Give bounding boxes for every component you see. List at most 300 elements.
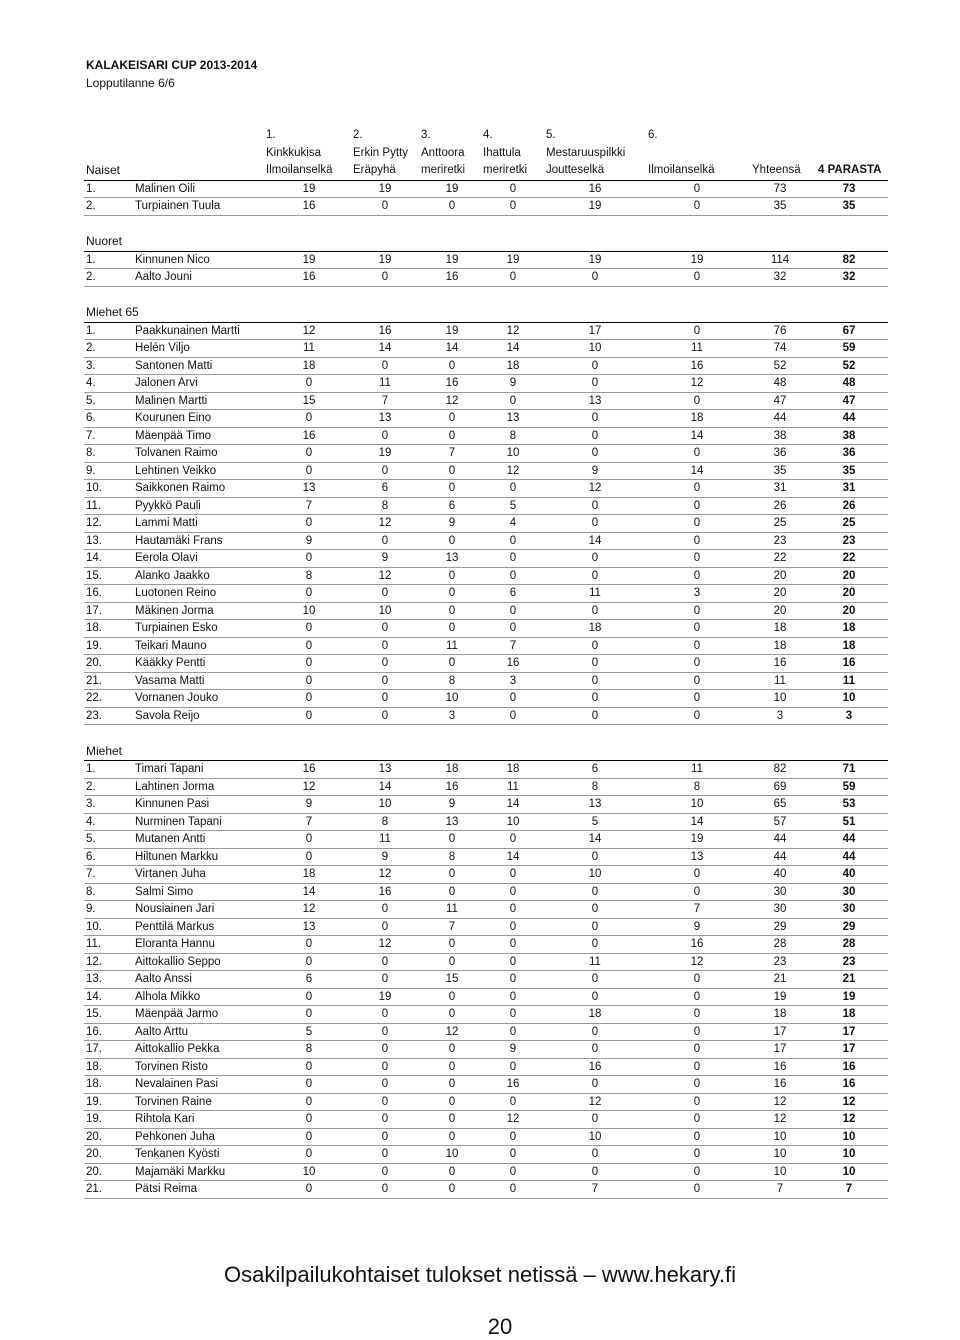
rank-cell: 15. (86, 569, 102, 582)
name-cell: Torvinen Risto (135, 1060, 208, 1073)
points-cell: 0 (693, 1078, 701, 1090)
points-cell: 0 (448, 1183, 456, 1195)
points-cell: 0 (509, 271, 517, 283)
rank-cell: 20. (86, 1165, 102, 1178)
table-row (84, 323, 888, 341)
points-cell: 0 (591, 499, 599, 512)
points-cell: 0 (305, 938, 313, 950)
points-cell: 11 (691, 763, 703, 775)
points-cell: 0 (305, 1130, 313, 1143)
points-cell: 0 (381, 692, 389, 704)
table-row (84, 515, 888, 533)
points-cell: 18 (690, 412, 704, 424)
points-cell: 0 (305, 464, 313, 477)
name-cell: Turpiainen Esko (135, 622, 218, 634)
points-cell: 0 (305, 552, 313, 564)
rank-cell: 21. (86, 1183, 102, 1195)
points-cell: 0 (693, 868, 701, 880)
competition-name: Erkin Pytty (353, 146, 408, 159)
points-cell: 0 (381, 639, 389, 652)
total-cell: 44 (773, 412, 787, 424)
points-cell: 19 (506, 253, 520, 266)
section-name: Miehet 65 (86, 305, 139, 319)
rank-cell: 2. (86, 780, 96, 793)
points-cell: 0 (381, 973, 389, 985)
document-subtitle: Lopputilanne 6/6 (86, 76, 175, 90)
rank-cell: 19. (86, 1113, 102, 1125)
best4-cell: 20 (842, 587, 856, 599)
points-cell: 0 (305, 674, 313, 687)
rank-cell: 15. (86, 1008, 102, 1020)
points-cell: 16 (690, 938, 704, 950)
total-cell: 26 (773, 499, 787, 512)
points-cell: 10 (506, 815, 520, 828)
rank-cell: 20. (86, 1148, 102, 1160)
name-cell: Santonen Matti (135, 359, 213, 372)
name-cell: Salmi Simo (135, 885, 194, 898)
rank-cell: 9. (86, 903, 96, 915)
points-cell: 12 (506, 324, 520, 337)
best4-cell: 21 (842, 973, 856, 985)
points-cell: 0 (305, 1113, 313, 1125)
points-cell: 0 (448, 955, 456, 968)
points-cell: 11 (507, 780, 519, 793)
name-cell: Kinnunen Nico (135, 253, 210, 266)
rank-cell: 12. (86, 955, 102, 968)
points-cell: 0 (591, 1078, 599, 1090)
points-cell: 0 (381, 1078, 389, 1090)
points-cell: 0 (448, 534, 456, 547)
points-cell: 0 (381, 622, 389, 634)
points-cell: 0 (591, 692, 599, 704)
points-cell: 0 (381, 1095, 389, 1108)
rank-cell: 13. (86, 534, 102, 547)
total-cell: 18 (773, 1008, 787, 1020)
points-cell: 8 (591, 780, 599, 793)
points-cell: 12 (378, 569, 392, 582)
name-cell: Vasama Matti (135, 674, 205, 687)
points-cell: 12 (302, 903, 316, 915)
points-cell: 0 (381, 1025, 389, 1038)
points-cell: 0 (509, 482, 517, 494)
footer-text: Osakilpailukohtaiset tulokset netissä – www.hekary.fi (224, 1262, 736, 1287)
points-cell: 0 (693, 885, 701, 898)
competition-number: 2. (353, 129, 363, 141)
points-cell: 0 (509, 1165, 517, 1178)
points-cell: 12 (378, 938, 392, 950)
table-row (84, 428, 888, 446)
points-cell: 12 (690, 955, 704, 968)
points-cell: 0 (693, 1060, 701, 1073)
points-cell: 0 (693, 1025, 701, 1038)
points-cell: 13 (302, 482, 316, 494)
points-cell: 0 (693, 692, 701, 704)
points-cell: 9 (448, 798, 456, 810)
total-cell: 21 (773, 973, 787, 985)
points-cell: 0 (448, 1130, 456, 1143)
best4-cell: 82 (842, 253, 856, 266)
section-heading (84, 162, 888, 181)
points-cell: 16 (378, 324, 392, 337)
total-cell: 10 (773, 692, 787, 704)
best4-header: 4 PARASTA (818, 164, 882, 176)
points-cell: 18 (506, 359, 520, 372)
points-cell: 0 (509, 394, 517, 407)
points-cell: 0 (693, 1008, 701, 1020)
total-cell: 23 (773, 955, 787, 968)
points-cell: 0 (509, 709, 517, 722)
points-cell: 0 (591, 850, 599, 863)
table-row (84, 568, 888, 586)
points-cell: 0 (509, 1095, 517, 1108)
section-heading (84, 233, 888, 252)
best4-cell: 25 (842, 517, 856, 529)
table-row (84, 1164, 888, 1182)
points-cell: 19 (378, 990, 392, 1003)
points-cell: 0 (509, 868, 517, 880)
points-cell: 0 (693, 482, 701, 494)
name-cell: Kääkky Pentti (135, 657, 206, 669)
total-cell: 48 (773, 377, 787, 389)
points-cell: 6 (448, 499, 456, 512)
best4-cell: 35 (842, 464, 856, 477)
rank-cell: 20. (86, 1130, 102, 1143)
points-cell: 14 (506, 798, 520, 810)
best4-cell: 23 (842, 955, 856, 968)
name-cell: Pätsi Reima (135, 1183, 197, 1195)
best4-cell: 53 (842, 798, 856, 810)
points-cell: 8 (448, 850, 456, 863)
best4-cell: 22 (842, 552, 856, 564)
table-row (84, 410, 888, 428)
points-cell: 0 (381, 271, 389, 283)
total-cell: 69 (773, 780, 787, 793)
table-row (84, 690, 888, 708)
best4-cell: 7 (845, 1183, 853, 1195)
total-cell: 57 (773, 815, 787, 828)
rank-cell: 10. (86, 920, 102, 933)
points-cell: 0 (509, 534, 517, 547)
best4-cell: 31 (842, 482, 856, 494)
name-cell: Nevalainen Pasi (135, 1078, 219, 1090)
name-cell: Lammi Matti (135, 517, 198, 529)
best4-cell: 48 (842, 377, 856, 389)
points-cell: 0 (509, 920, 517, 933)
total-cell: 65 (773, 798, 787, 810)
total-cell: 38 (773, 429, 787, 442)
points-cell: 0 (448, 482, 456, 494)
rank-cell: 18. (86, 1060, 102, 1073)
points-cell: 19 (378, 253, 392, 266)
points-cell: 0 (693, 604, 701, 617)
points-cell: 19 (445, 182, 459, 195)
points-cell: 0 (448, 990, 456, 1003)
total-cell: 44 (773, 833, 787, 845)
points-cell: 19 (302, 182, 316, 195)
competition-number: 3. (421, 129, 431, 141)
total-cell: 20 (773, 604, 787, 617)
best4-cell: 12 (842, 1113, 856, 1125)
points-cell: 5 (591, 815, 599, 828)
name-cell: Torvinen Raine (135, 1095, 212, 1108)
points-cell: 0 (381, 359, 389, 372)
points-cell: 3 (448, 709, 456, 722)
points-cell: 9 (381, 850, 389, 863)
points-cell: 0 (381, 709, 389, 722)
points-cell: 0 (381, 429, 389, 442)
points-cell: 7 (448, 447, 456, 459)
points-cell: 0 (305, 1008, 313, 1020)
points-cell: 14 (378, 780, 392, 793)
points-cell: 0 (305, 622, 313, 634)
competition-number: 1. (266, 129, 276, 141)
results-table (84, 162, 888, 1199)
name-cell: Turpiainen Tuula (135, 200, 221, 212)
points-cell: 0 (693, 1043, 701, 1055)
points-cell: 0 (381, 1113, 389, 1125)
points-cell: 0 (448, 1008, 456, 1020)
total-cell: 12 (773, 1095, 787, 1108)
name-cell: Pyykkö Pauli (135, 499, 201, 512)
best4-cell: 36 (842, 447, 856, 459)
total-cell: 17 (773, 1043, 787, 1055)
points-cell: 0 (381, 657, 389, 669)
points-cell: 10 (302, 604, 316, 617)
best4-cell: 20 (842, 569, 856, 582)
points-cell: 7 (305, 815, 313, 828)
points-cell: 0 (509, 1008, 517, 1020)
rank-cell: 5. (86, 394, 96, 407)
points-cell: 10 (690, 798, 704, 810)
table-row (84, 831, 888, 849)
points-cell: 14 (690, 815, 704, 828)
points-cell: 0 (381, 1148, 389, 1160)
best4-cell: 16 (842, 1060, 856, 1073)
table-row (84, 269, 888, 287)
points-cell: 19 (445, 253, 459, 266)
best4-cell: 52 (842, 359, 856, 372)
name-cell: Teikari Mauno (135, 639, 207, 652)
points-cell: 0 (693, 1130, 701, 1143)
points-cell: 0 (305, 1095, 313, 1108)
points-cell: 6 (509, 587, 517, 599)
points-cell: 0 (381, 1008, 389, 1020)
best4-cell: 20 (842, 604, 856, 617)
total-cell: 35 (773, 200, 787, 212)
rank-cell: 21. (86, 674, 102, 687)
points-cell: 0 (591, 1113, 599, 1125)
points-cell: 5 (305, 1025, 313, 1038)
competition-name: Kinkkukisa (266, 146, 321, 159)
points-cell: 16 (588, 182, 602, 195)
competition-number: 4. (483, 129, 493, 141)
rank-cell: 8. (86, 885, 96, 898)
table-row (84, 901, 888, 919)
points-cell: 0 (448, 657, 456, 669)
points-cell: 8 (381, 499, 389, 512)
name-cell: Mäenpää Timo (135, 429, 212, 442)
name-cell: Rihtola Kari (135, 1113, 195, 1125)
points-cell: 12 (588, 482, 602, 494)
best4-cell: 30 (842, 885, 856, 898)
best4-cell: 29 (842, 920, 856, 933)
name-cell: Aittokallio Pekka (135, 1043, 220, 1055)
rank-cell: 13. (86, 973, 102, 985)
points-cell: 16 (302, 271, 316, 283)
points-cell: 7 (305, 499, 313, 512)
points-cell: 19 (302, 253, 316, 266)
table-row (84, 936, 888, 954)
points-cell: 0 (381, 903, 389, 915)
points-cell: 10 (588, 1130, 602, 1143)
points-cell: 12 (506, 1113, 520, 1125)
points-cell: 0 (448, 833, 456, 845)
points-cell: 0 (381, 464, 389, 477)
best4-cell: 67 (842, 324, 856, 337)
points-cell: 0 (305, 1060, 313, 1073)
points-cell: 13 (690, 850, 704, 863)
total-cell: 16 (773, 1078, 787, 1090)
rank-cell: 22. (86, 692, 102, 704)
rank-cell: 4. (86, 377, 96, 389)
points-cell: 0 (305, 833, 313, 845)
points-cell: 0 (305, 377, 313, 389)
points-cell: 9 (693, 920, 701, 933)
points-cell: 0 (591, 359, 599, 372)
points-cell: 16 (588, 1060, 602, 1073)
table-row (84, 1076, 888, 1094)
points-cell: 0 (305, 850, 313, 863)
points-cell: 12 (506, 464, 520, 477)
points-cell: 19 (588, 253, 602, 266)
table-row (84, 550, 888, 568)
table-row (84, 620, 888, 638)
total-cell: 10 (773, 1165, 787, 1178)
points-cell: 12 (378, 868, 392, 880)
best4-cell: 28 (842, 938, 856, 950)
points-cell: 7 (693, 903, 701, 915)
total-cell: 114 (770, 253, 790, 266)
section-heading (84, 743, 888, 762)
total-cell: 44 (773, 850, 787, 863)
table-row (84, 638, 888, 656)
name-cell: Paakkunainen Martti (135, 324, 240, 337)
table-row (84, 393, 888, 411)
points-cell: 9 (509, 1043, 517, 1055)
best4-cell: 17 (842, 1043, 856, 1055)
points-cell: 11 (379, 833, 391, 845)
competition-place: meriretki (483, 164, 528, 176)
points-cell: 0 (381, 1130, 389, 1143)
total-cell: 11 (774, 674, 786, 687)
points-cell: 16 (445, 377, 459, 389)
name-cell: Tenkanen Kyösti (135, 1148, 220, 1160)
best4-cell: 51 (842, 815, 856, 828)
best4-cell: 18 (842, 622, 856, 634)
points-cell: 0 (448, 604, 456, 617)
points-cell: 14 (378, 342, 392, 354)
points-cell: 14 (588, 833, 602, 845)
points-cell: 18 (302, 359, 316, 372)
points-cell: 0 (509, 955, 517, 968)
points-cell: 9 (305, 798, 313, 810)
points-cell: 0 (693, 499, 701, 512)
points-cell: 16 (378, 885, 392, 898)
points-cell: 18 (588, 1008, 602, 1020)
best4-cell: 16 (842, 657, 856, 669)
rank-cell: 9. (86, 464, 96, 477)
total-cell: 25 (773, 517, 787, 529)
points-cell: 19 (690, 253, 704, 266)
best4-cell: 73 (842, 182, 856, 195)
name-cell: Aittokallio Seppo (135, 955, 221, 968)
points-cell: 14 (506, 342, 520, 354)
rank-cell: 1. (86, 324, 96, 337)
points-cell: 0 (693, 1113, 701, 1125)
points-cell: 0 (305, 517, 313, 529)
total-cell: 10 (773, 1148, 787, 1160)
points-cell: 0 (591, 1165, 599, 1178)
points-cell: 0 (381, 955, 389, 968)
points-cell: 8 (305, 569, 313, 582)
points-cell: 0 (693, 674, 701, 687)
points-cell: 0 (509, 569, 517, 582)
best4-cell: 30 (842, 903, 856, 915)
table-row (84, 708, 888, 726)
points-cell: 0 (509, 1148, 517, 1160)
table-row (84, 1111, 888, 1129)
points-cell: 12 (302, 324, 316, 337)
points-cell: 0 (305, 587, 313, 599)
points-cell: 0 (509, 692, 517, 704)
points-cell: 0 (591, 973, 599, 985)
table-row (84, 252, 888, 270)
points-cell: 19 (588, 200, 602, 212)
table-row (84, 533, 888, 551)
points-cell: 10 (588, 868, 602, 880)
points-cell: 0 (591, 990, 599, 1003)
total-cell: 73 (773, 182, 787, 195)
points-cell: 11 (446, 903, 458, 915)
name-cell: Saikkonen Raimo (135, 482, 226, 494)
points-cell: 0 (591, 639, 599, 652)
points-cell: 0 (448, 429, 456, 442)
section-spacer (84, 725, 888, 743)
points-cell: 0 (305, 1148, 313, 1160)
points-cell: 8 (509, 429, 517, 442)
points-cell: 12 (445, 1025, 459, 1038)
rank-cell: 6. (86, 412, 96, 424)
points-cell: 0 (448, 1165, 456, 1178)
points-cell: 0 (591, 709, 599, 722)
points-cell: 0 (591, 377, 599, 389)
total-cell: 7 (776, 1183, 784, 1195)
points-cell: 9 (381, 552, 389, 564)
points-cell: 0 (448, 1095, 456, 1108)
points-cell: 0 (509, 622, 517, 634)
points-cell: 0 (693, 1095, 701, 1108)
points-cell: 13 (378, 412, 392, 424)
total-cell: 30 (773, 903, 787, 915)
points-cell: 13 (445, 552, 459, 564)
points-cell: 0 (381, 587, 389, 599)
best4-cell: 44 (842, 833, 856, 845)
rank-cell: 4. (86, 815, 96, 828)
points-cell: 9 (448, 517, 456, 529)
points-cell: 0 (448, 569, 456, 582)
table-row (84, 761, 888, 779)
points-cell: 14 (445, 342, 459, 354)
